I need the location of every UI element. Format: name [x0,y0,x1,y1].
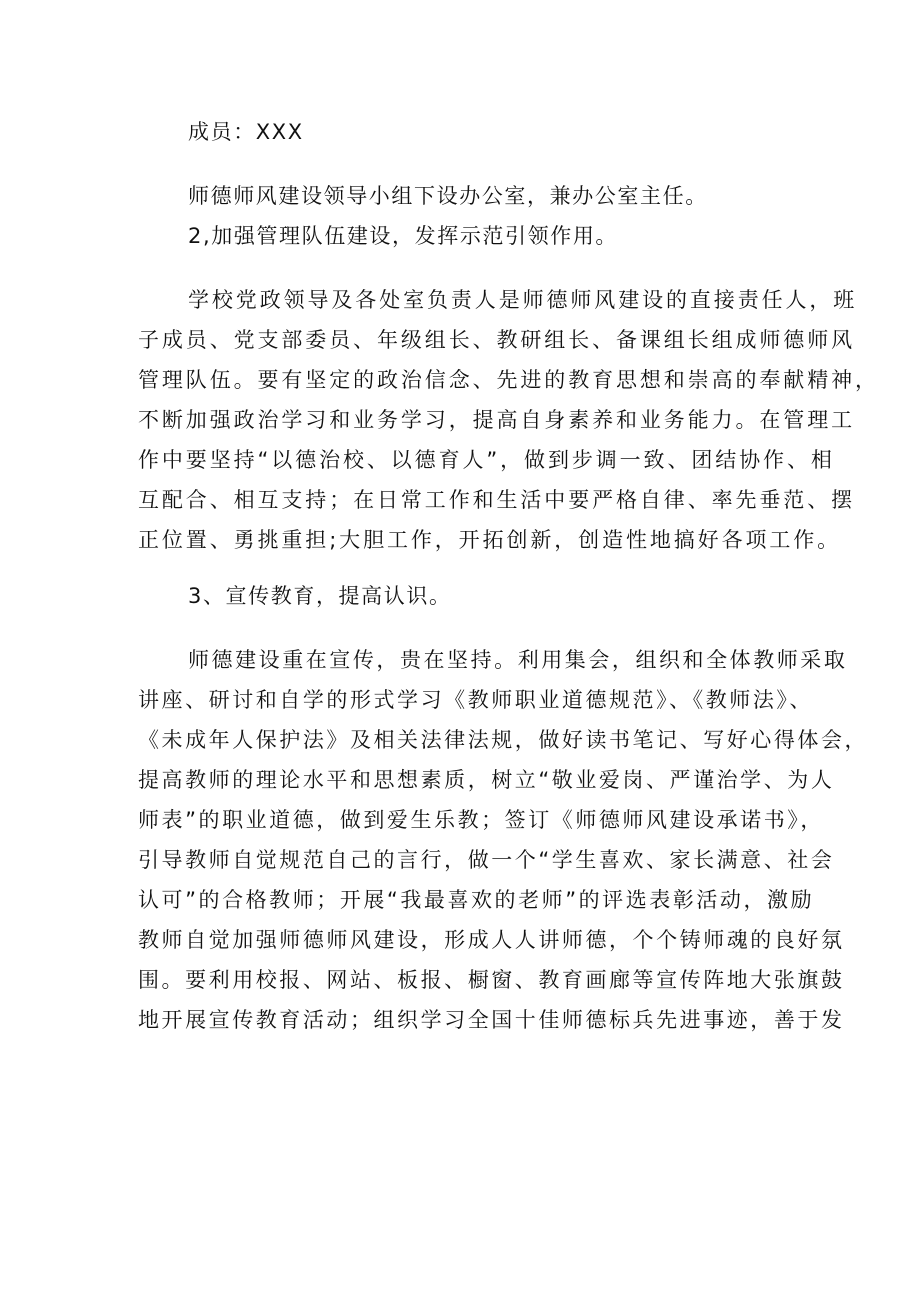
paragraph-line: 引导教师自觉规范自己的言行，做一个“学生喜欢、家长满意、社会 [138,848,835,872]
paragraph-line: 管理队伍。要有坚定的政治信念、先进的教育思想和崇高的奉献精神， [138,368,879,392]
paragraph-line: 讲座、研讨和自学的形式学习《教师职业道德规范》、《教师法》、 [138,688,813,712]
paragraph-2 [138,280,879,560]
paragraph-line: 正位置、勇挑重担;大胆工作，开拓创新，创造性地搞好各项工作。 [138,528,842,552]
paragraph-line: 师德建设重在宣传，贵在坚持。利用集会，组织和全体教师采取 [188,648,848,672]
paragraph-line: 子成员、党支部委员、年级组长、教研组长、备课组长组成师德师风 [138,328,855,352]
paragraph-line: 地开展宣传教育活动；组织学习全国十佳师德标兵先进事迹，善于发 [138,1008,845,1032]
paragraph-line: 作中要坚持“以德治校、以德育人”，做到步调一致、团结协作、相 [138,448,835,472]
paragraph-line: 《未成年人保护法》及相关法律法规，做好读书笔记、写好心得体会， [138,728,869,752]
paragraph-3 [138,640,869,1040]
paragraph-line: 认可”的合格教师；开展“我最喜欢的老师”的评选表彰活动，激励 [138,888,815,912]
members-line: 成员：XXX [188,120,304,144]
paragraph-line: 学校党政领导及各处室负责人是师德师风建设的直接责任人，班 [188,288,858,312]
paragraph-line: 围。要利用校报、网站、板报、橱窗、教育画廊等宣传阵地大张旗鼓 [138,968,845,992]
paragraph-line: 师表”的职业道德，做到爱生乐教；签订《师德师风建设承诺书》， [138,808,824,832]
office-line: 师德师风建设领导小组下设办公室，兼办公室主任。 [188,184,708,208]
section-heading-3: 3、宣传教育，提高认识。 [188,584,452,608]
paragraph-line: 互配合、相互支持；在日常工作和生活中要严格自律、率先垂范、摆 [138,488,855,512]
paragraph-line: 提高教师的理论水平和思想素质，树立“敬业爱岗、严谨治学、为人 [138,768,835,792]
section-heading-2: 2,加强管理队伍建设，发挥示范引领作用。 [188,224,619,248]
document-body [138,112,879,1040]
paragraph-line: 不断加强政治学习和业务学习，提高自身素养和业务能力。在管理工 [138,408,855,432]
paragraph-line: 教师自觉加强师德师风建设，形成人人讲师德，个个铸师魂的良好氛 [138,928,845,952]
